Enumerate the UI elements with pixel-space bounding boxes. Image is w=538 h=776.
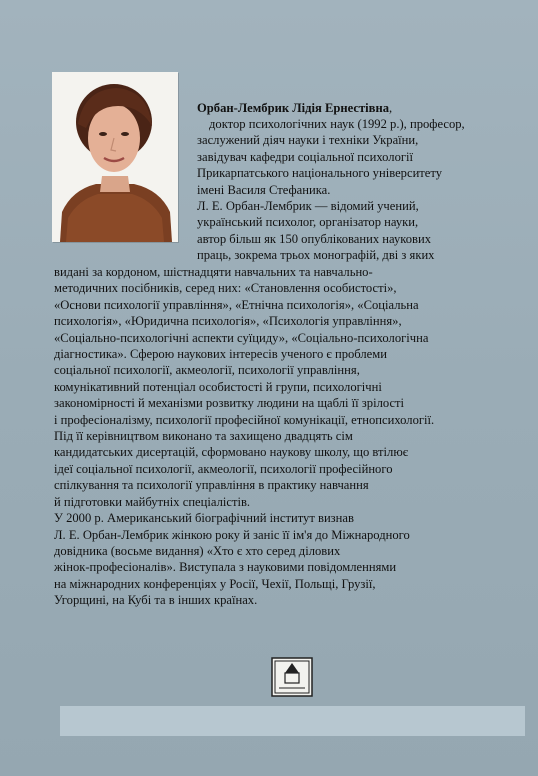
body-line: спілкування та психології управління в практику навчання: [54, 478, 369, 493]
intro-line: автор більш як 150 опублікованих наукових: [197, 231, 432, 246]
intro-line: імені Василя Стефаника.: [197, 182, 331, 197]
intro-line: доктор психологічних наук (1992 р.), професор,: [209, 117, 465, 131]
bottom-band: [60, 706, 525, 736]
body-line: довідника (восьме видання) «Хто є хто серед ділових: [54, 543, 341, 558]
intro-line: заслужений діяч науки і техніки України,: [197, 133, 419, 148]
body-line: діагностика». Сферою наукових інтересів ученого є проблеми: [54, 347, 387, 362]
body-line: і професіоналізму, психології професійної комунікації, етнопсихології.: [54, 412, 435, 427]
body-line: У 2000 р. Американський біографічний інститут визнав: [54, 511, 354, 526]
intro-line: Л. Е. Орбан-Лембрик — відомий учений,: [197, 199, 419, 214]
body-line: Під її керівництвом виконано та захищено двадцять сім: [54, 429, 353, 444]
body-line: видані за кордоном, шістнадцяти навчальних та навчально-: [54, 265, 373, 279]
body-line: «Основи психології управління», «Етнічна психологія», «Соціальна: [54, 297, 419, 312]
author-biography: [54, 264, 524, 609]
body-line: кандидатських дисертацій, сформовано наукову школу, що втілює: [54, 445, 409, 460]
name-suffix: ,: [389, 101, 393, 115]
intro-line: праць, зокрема трьох монографій, дві з яких: [197, 248, 435, 263]
body-line: Угорщині, на Кубі та в інших країнах.: [54, 593, 258, 608]
body-line: психологія», «Юридична психологія», «Психологія управління»,: [54, 314, 402, 329]
body-line: комунікативний потенціал особистості й групи, психологічні: [54, 379, 382, 394]
author-name: Орбан-Лембрик Лідія Ернестівна: [197, 101, 390, 115]
body-line: методичних посібників, серед них: «Становлення особистості»,: [54, 281, 397, 296]
author-name-line: [197, 100, 517, 116]
publisher-logo: [271, 657, 313, 697]
intro-line: Прикарпатського національного університету: [197, 166, 443, 181]
body-line: закономірності й механізми розвитку людини на щаблі її зрілості: [54, 396, 405, 411]
body-line: жінок-професіоналів». Виступала з науковими повідомленнями: [54, 560, 397, 575]
body-line: «Соціально-психологічні аспекти суїциду», «Соціально-психологічна: [54, 330, 429, 345]
author-photo: [52, 72, 178, 242]
body-line: й підготовки майбутніх спеціалістів.: [54, 494, 251, 509]
intro-line: завідувач кафедри соціальної психології: [197, 149, 414, 164]
body-line: ідеї соціальної психології, акмеології, психології професійного: [54, 461, 393, 476]
body-line: соціальної психології, акмеології, психології управління,: [54, 363, 360, 378]
intro-line: український психолог, організатор науки,: [197, 215, 419, 230]
body-line: на міжнародних конференціях у Росії, Чехії, Польщі, Грузії,: [54, 576, 376, 591]
author-intro: [197, 116, 527, 264]
body-line: Л. Е. Орбан-Лембрик жінкою року й заніс її ім'я до Міжнародного: [54, 527, 410, 542]
